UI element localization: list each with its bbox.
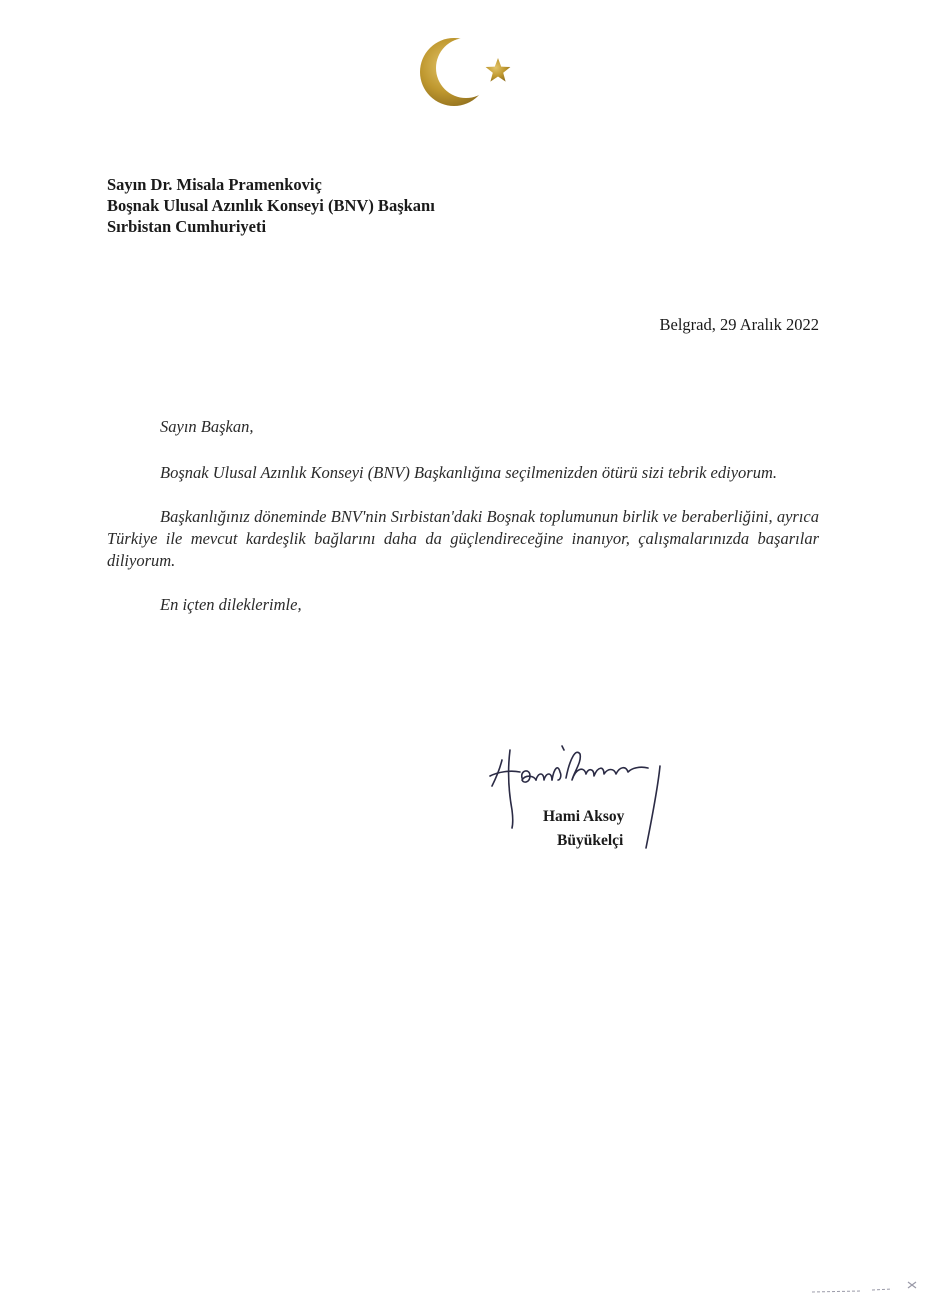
paragraph-congratulation: Boşnak Ulusal Azınlık Konseyi (BNV) Başkanlığına seçilmenizden ötürü sizi tebrik ediyorum. xyxy=(160,463,777,482)
closing: En içten dileklerimle, xyxy=(160,595,302,614)
recipient-position: Boşnak Ulusal Azınlık Konseyi (BNV) Başkanı xyxy=(107,196,435,215)
recipient-country: Sırbistan Cumhuriyeti xyxy=(107,217,267,236)
salutation: Sayın Başkan, xyxy=(160,417,254,436)
paragraph-wishes: Başkanlığınız döneminde BNV'nin Sırbistan'daki Boşnak toplumunun birlik ve beraberliğini, ayrıca Türkiye ile mevcut kardeşlik bağlarını daha da güçlendireceğine inanıyor, çalışmalarınızda başarılar diliyorum. xyxy=(107,507,819,570)
recipient-block xyxy=(107,174,435,237)
star-shape xyxy=(486,58,511,82)
letter-date: Belgrad, 29 Aralık 2022 xyxy=(659,315,819,334)
signatory-name: Hami Aksoy xyxy=(543,808,625,825)
crescent-star-icon xyxy=(412,32,522,114)
crescent-shape xyxy=(420,38,488,106)
scan-artifact xyxy=(812,1278,922,1298)
signatory-title: Büyükelçi xyxy=(557,832,624,849)
letter-body xyxy=(107,416,819,616)
recipient-name: Sayın Dr. Misala Pramenkoviç xyxy=(107,175,322,194)
